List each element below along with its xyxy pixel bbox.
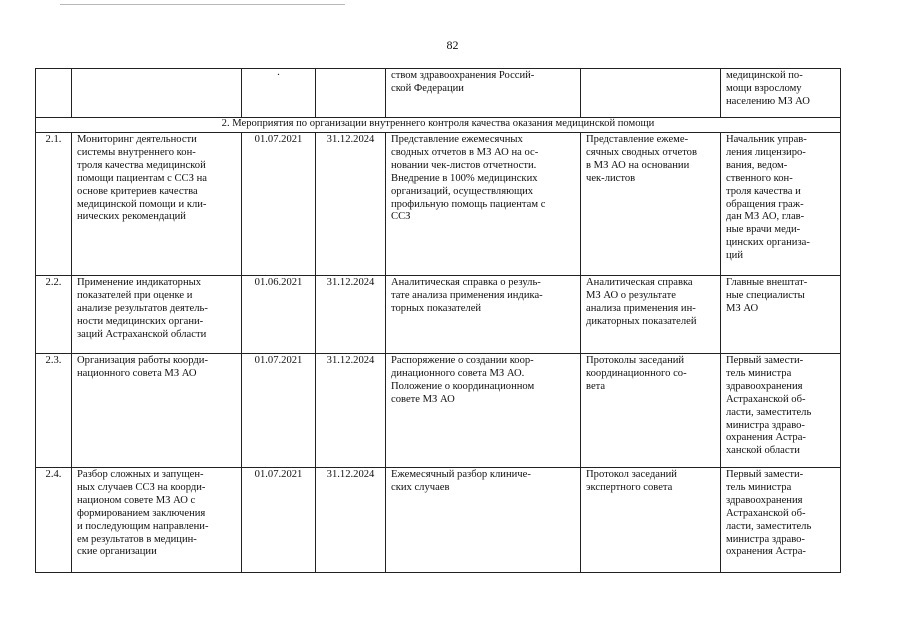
cell-start-date: 01.06.2021 — [242, 276, 316, 354]
measures-table — [35, 68, 841, 573]
cell-result: Ежемесячный разбор клиниче- ских случаев — [386, 468, 581, 573]
cell-number: 2.2. — [36, 276, 72, 354]
cell-result: Аналитическая справка о резуль- тате анализа применения индика- торных показателей — [386, 276, 581, 354]
table-row — [36, 354, 841, 468]
cell-number — [36, 69, 72, 118]
cell-report — [581, 69, 721, 118]
cell-end-date: 31.12.2024 — [316, 133, 386, 276]
cell-measure-name — [72, 69, 242, 118]
cell-responsible: Первый замести- тель министра здравоохранения Астраханской об- ласти, заместитель министра здраво- охранения Астра- — [721, 468, 841, 573]
cell-report: Протокол заседаний экспертного совета — [581, 468, 721, 573]
cell-start-date: 01.07.2021 — [242, 468, 316, 573]
page-number: 82 — [446, 38, 459, 52]
cell-number: 2.1. — [36, 133, 72, 276]
cell-measure-name: Применение индикаторных показателей при оценке и анализе результатов деятель- ности медицинских органи- заций Астраханской области — [72, 276, 242, 354]
cell-report: Представление ежеме- сячных сводных отчетов в МЗ АО на основании чек-листов — [581, 133, 721, 276]
cell-end-date: 31.12.2024 — [316, 354, 386, 468]
cell-number: 2.3. — [36, 354, 72, 468]
cell-end-date — [316, 69, 386, 118]
scan-top-rule — [60, 4, 345, 5]
cell-responsible: Первый замести- тель министра здравоохранения Астраханской об- ласти, заместитель министра здраво- охранения Астра- ханской области — [721, 354, 841, 468]
section-header-row — [36, 118, 841, 133]
cell-end-date: 31.12.2024 — [316, 276, 386, 354]
table-row — [36, 276, 841, 354]
cell-report: Протоколы заседаний координационного со- вета — [581, 354, 721, 468]
cell-start-date: 01.07.2021 — [242, 354, 316, 468]
table-row-continued — [36, 69, 841, 118]
table-row — [36, 468, 841, 573]
cell-measure-name: Разбор сложных и запущен- ных случаев ССЗ на коорди- национом совете МЗ АО с формированием заключения и последующим направлени- ем результатов в медицин- ские организации — [72, 468, 242, 573]
cell-start-date: · — [242, 69, 316, 118]
cell-start-date: 01.07.2021 — [242, 133, 316, 276]
cell-responsible: Главные внештат- ные специалисты МЗ АО — [721, 276, 841, 354]
cell-number: 2.4. — [36, 468, 72, 573]
section-title: 2. Мероприятия по организации внутреннего контроля качества оказания медицинской помощи — [36, 118, 841, 133]
cell-responsible: Начальник управ- ления лицензиро- вания, ведом- ственного кон- троля качества и обращения граж- дан МЗ АО, глав- ные врачи меди- цинских организа- ций — [721, 133, 841, 276]
cell-report: Аналитическая справка МЗ АО о результате анализа применения ин- дикаторных показателей — [581, 276, 721, 354]
cell-result: ством здравоохранения Россий- ской Федерации — [386, 69, 581, 118]
cell-result: Представление ежемесячных сводных отчетов в МЗ АО на ос- новании чек-листов отчетности. Внедрение в 100% медицинских организаций, осуществляющих профильную помощь пациентам с ССЗ — [386, 133, 581, 276]
cell-end-date: 31.12.2024 — [316, 468, 386, 573]
cell-measure-name: Организация работы коорди- национного совета МЗ АО — [72, 354, 242, 468]
cell-responsible: медицинской по- мощи взрослому населению МЗ АО — [721, 69, 841, 118]
cell-result: Распоряжение о создании коор- динационного совета МЗ АО. Положение о координационном совете МЗ АО — [386, 354, 581, 468]
cell-measure-name: Мониторинг деятельности системы внутреннего кон- троля качества медицинской помощи пациентам с ССЗ на основе критериев качества медицинской помощи и кли- нических рекомендаций — [72, 133, 242, 276]
table-row — [36, 133, 841, 276]
